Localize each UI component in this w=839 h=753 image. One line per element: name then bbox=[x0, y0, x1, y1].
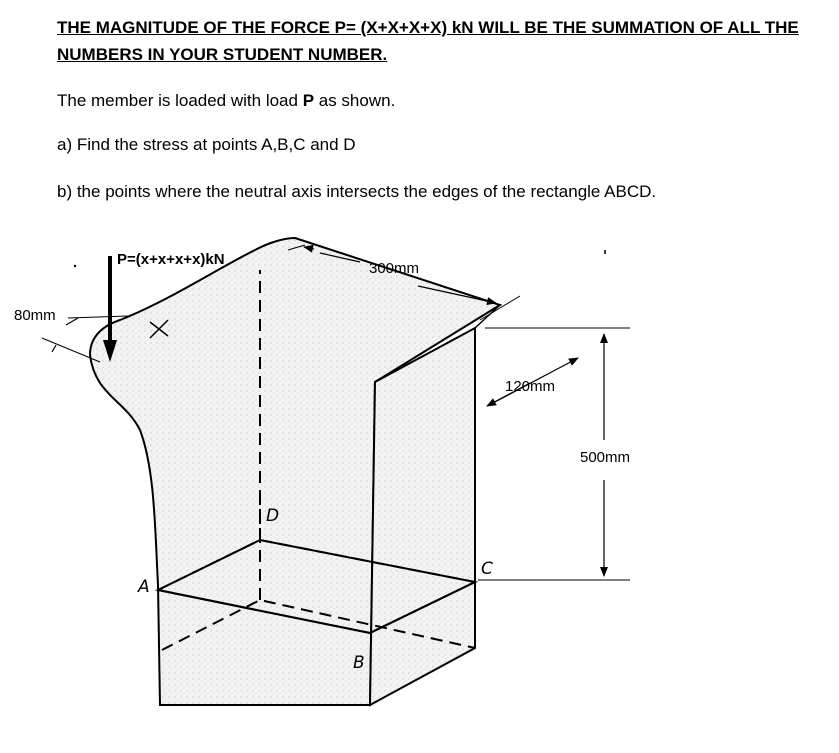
load-symbol: P bbox=[302, 91, 315, 110]
member-body bbox=[90, 238, 500, 705]
member-figure bbox=[0, 230, 839, 753]
load-label: P=(x+x+x+x)kN bbox=[117, 251, 225, 268]
dim-height-label: 500mm bbox=[580, 449, 631, 466]
question-b: b) the points where the neutral axis intersects the edges of the rectangle ABCD. bbox=[57, 182, 657, 201]
point-a-label: A bbox=[138, 577, 150, 597]
dim-depth-label: 120mm bbox=[505, 378, 556, 395]
question-a: a) Find the stress at points A,B,C and D bbox=[57, 135, 356, 154]
dim-width-label: 300mm bbox=[369, 260, 420, 277]
problem-heading bbox=[57, 14, 817, 68]
heading-line-2: NUMBERS IN YOUR STUDENT NUMBER. bbox=[57, 45, 388, 64]
heading-line-1: THE MAGNITUDE OF THE FORCE P= (X+X+X+X) kN WILL BE THE SUMMATION OF ALL THE bbox=[57, 18, 799, 37]
intro-text: The member is loaded with load P as shown. bbox=[57, 91, 396, 110]
dim-flange-label: 80mm bbox=[14, 307, 56, 324]
point-c-label: C bbox=[481, 559, 493, 579]
point-b-label: B bbox=[353, 653, 365, 673]
front-face bbox=[370, 328, 475, 705]
point-d-label: D bbox=[266, 506, 280, 526]
load-arrow bbox=[103, 256, 117, 362]
